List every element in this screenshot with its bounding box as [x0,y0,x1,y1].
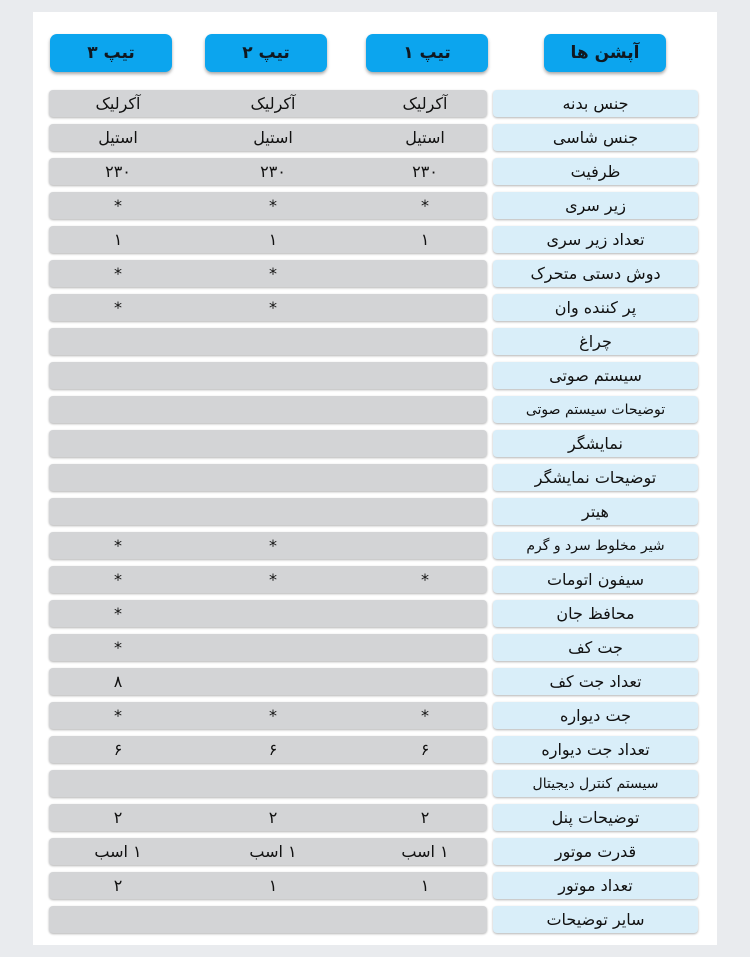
cell-type-2: ۱ [268,876,278,895]
table-header [33,34,717,72]
table-row [33,597,717,631]
table-row [33,257,717,291]
cell-type-2 [213,362,333,389]
cell-type-1 [365,464,485,491]
cell-type-2 [213,770,333,797]
table-row [33,801,717,835]
cell-type-3: ۱ [113,230,123,249]
row-label: هیتر [493,498,698,525]
table-row [33,393,717,427]
header-type-1: تیپ ۱ [366,34,488,72]
row-label: ظرفیت [493,158,698,185]
cell-type-1: * [421,706,429,725]
cell-type-3: * [114,536,122,555]
row-label: جنس شاسی [493,124,698,151]
cell-type-1: ۲۳۰ [412,162,438,181]
cell-type-1 [365,430,485,457]
table-row [33,631,717,665]
cell-type-1: استیل [405,128,445,147]
cell-type-1 [365,294,485,321]
table-row [33,529,717,563]
cell-type-2: * [269,298,277,317]
row-label: تعداد جت کف [493,668,698,695]
row-label: تعداد زیر سری [493,226,698,253]
cell-type-3: * [114,604,122,623]
cell-type-3: ۲ [113,876,123,895]
table-row [33,869,717,903]
cell-type-3 [58,498,178,525]
cell-type-1 [365,362,485,389]
header-options: آپشن ها [544,34,666,72]
cell-type-3 [58,464,178,491]
cell-type-2 [213,668,333,695]
cell-type-2: استیل [253,128,293,147]
cell-type-3 [58,906,178,933]
cell-type-3: * [114,298,122,317]
cell-type-2: * [269,536,277,555]
cell-type-3: * [114,196,122,215]
row-label: جت کف [493,634,698,661]
cell-type-2: ۲۳۰ [260,162,286,181]
cell-type-1 [365,532,485,559]
cell-type-2 [213,430,333,457]
cell-type-3 [58,328,178,355]
table-row [33,155,717,189]
cell-type-2: ۱ [268,230,278,249]
header-type-3: تیپ ۳ [50,34,172,72]
row-label: نمایشگر [493,430,698,457]
cell-type-1: ۶ [420,740,430,759]
cell-type-1: ۱ [420,230,430,249]
cell-type-3: * [114,706,122,725]
cell-type-3: ۸ [113,672,123,691]
row-label: محافظ جان [493,600,698,627]
row-label: چراغ [493,328,698,355]
table-row [33,189,717,223]
row-label: جت دیواره [493,702,698,729]
header-type-2: تیپ ۲ [205,34,327,72]
table-row [33,699,717,733]
cell-type-2: ۶ [268,740,278,759]
row-label: شیر مخلوط سرد و گرم [493,532,698,559]
cell-type-1 [365,328,485,355]
table-row [33,903,717,937]
cell-type-3 [58,770,178,797]
cell-type-1: ۲ [420,808,430,827]
row-label: سایر توضیحات [493,906,698,933]
cell-type-2 [213,328,333,355]
spec-rows [33,87,717,937]
cell-type-3: آکرلیک [95,94,141,113]
cell-type-2 [213,600,333,627]
table-row [33,495,717,529]
cell-type-1 [365,396,485,423]
table-row [33,733,717,767]
table-row [33,325,717,359]
cell-type-2: ۱ اسب [249,842,297,861]
cell-type-1: ۱ اسب [401,842,449,861]
cell-type-2: * [269,264,277,283]
cell-type-2 [213,634,333,661]
cell-type-1 [365,260,485,287]
row-label: سیستم کنترل دیجیتال [493,770,698,797]
cell-type-2: * [269,706,277,725]
cell-type-3: ۲۳۰ [105,162,131,181]
cell-type-3: * [114,638,122,657]
cell-type-1 [365,668,485,695]
row-label: توضیحات نمایشگر [493,464,698,491]
cell-type-3: ۱ اسب [94,842,142,861]
cell-type-2 [213,498,333,525]
row-label: پر کننده وان [493,294,698,321]
cell-type-2: * [269,196,277,215]
cell-type-3 [58,430,178,457]
table-row [33,767,717,801]
cell-type-2 [213,464,333,491]
table-row [33,665,717,699]
cell-type-1 [365,634,485,661]
table-row [33,461,717,495]
cell-type-3: استیل [98,128,138,147]
row-label: توضیحات پنل [493,804,698,831]
row-label: جنس بدنه [493,90,698,117]
cell-type-1 [365,600,485,627]
cell-type-2 [213,906,333,933]
cell-type-1: آکرلیک [402,94,448,113]
cell-type-2 [213,396,333,423]
cell-type-3: * [114,264,122,283]
cell-type-1 [365,498,485,525]
row-label: زیر سری [493,192,698,219]
row-label: توضیحات سیستم صوتی [493,396,698,423]
cell-type-3: ۶ [113,740,123,759]
table-row [33,291,717,325]
cell-type-2: * [269,570,277,589]
cell-type-3 [58,396,178,423]
cell-type-1: * [421,570,429,589]
table-row [33,563,717,597]
table-row [33,835,717,869]
row-label: تعداد موتور [493,872,698,899]
table-row [33,427,717,461]
row-label: سیفون اتومات [493,566,698,593]
cell-type-3: ۲ [113,808,123,827]
table-row [33,223,717,257]
table-row [33,87,717,121]
cell-type-2: ۲ [268,808,278,827]
row-label: سیستم صوتی [493,362,698,389]
cell-type-3: * [114,570,122,589]
cell-type-1 [365,906,485,933]
spec-table-card [33,12,717,945]
cell-type-1: ۱ [420,876,430,895]
table-row [33,359,717,393]
cell-type-1: * [421,196,429,215]
row-label: تعداد جت دیواره [493,736,698,763]
table-row [33,121,717,155]
cell-type-1 [365,770,485,797]
cell-type-3 [58,362,178,389]
row-label: قدرت موتور [493,838,698,865]
row-label: دوش دستی متحرک [493,260,698,287]
cell-type-2: آکرلیک [250,94,296,113]
